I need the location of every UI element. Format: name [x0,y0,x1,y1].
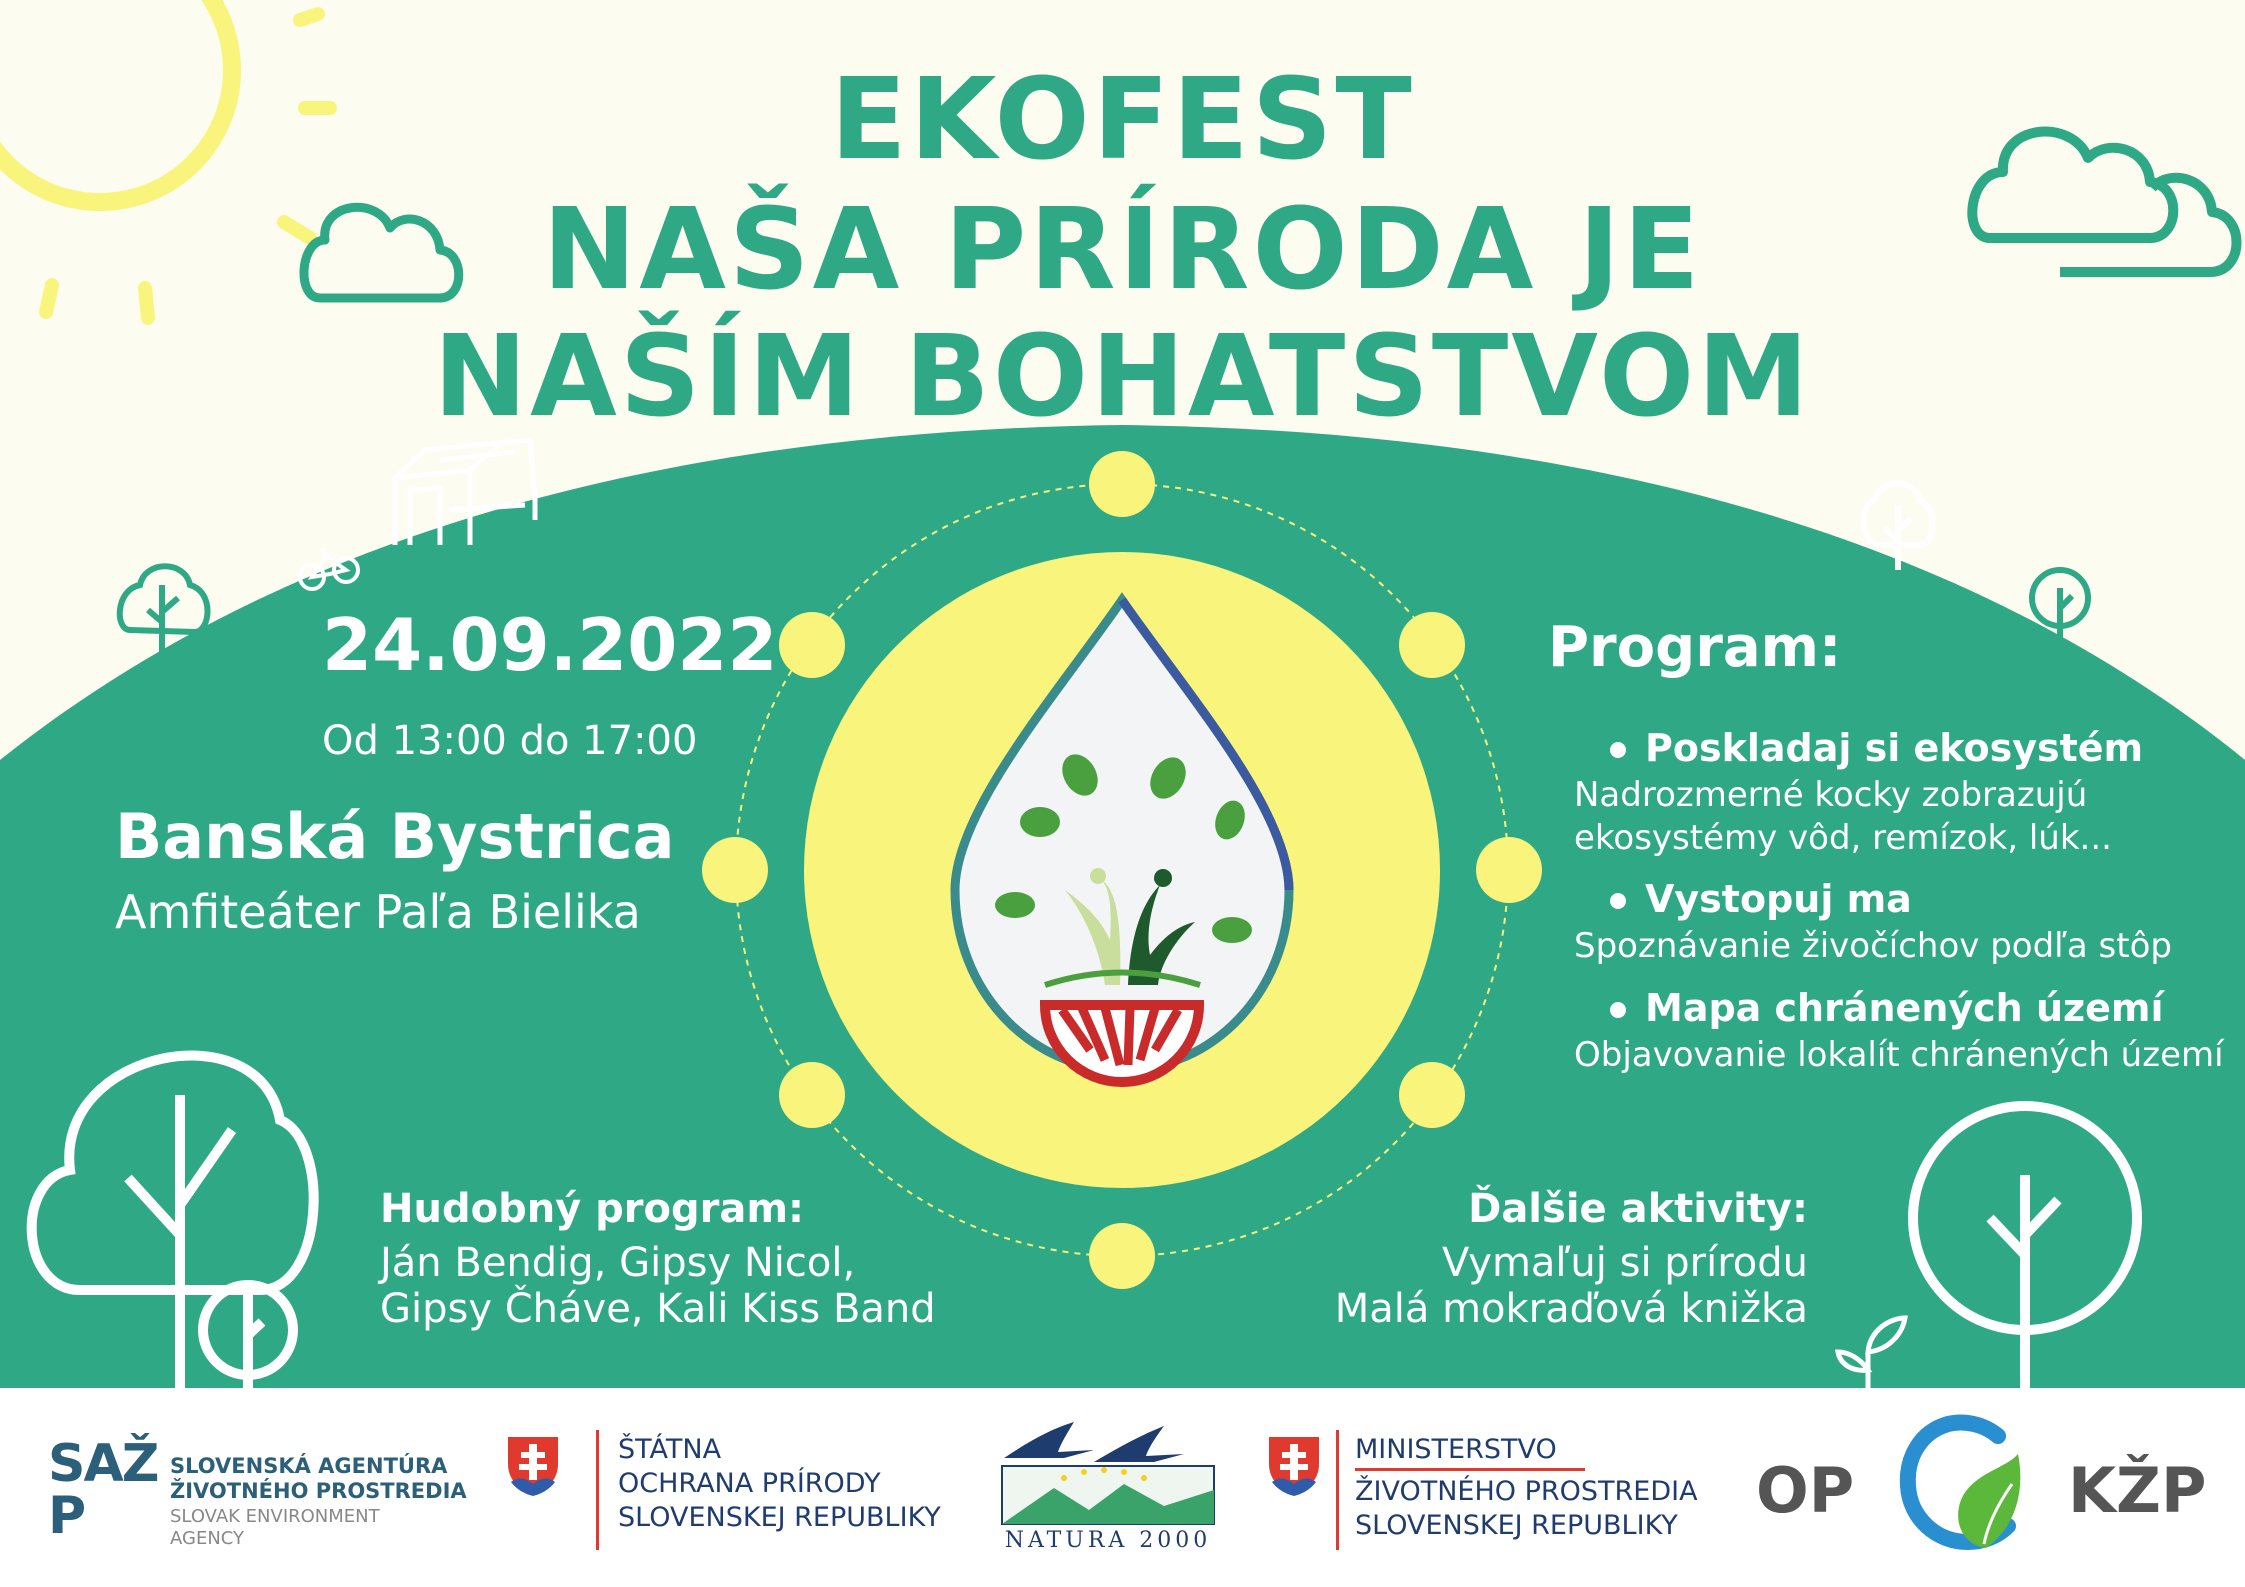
title-line-2: NAŠA PRÍRODA JE [542,185,1703,315]
ministry-name-line: SLOVENSKEJ REPUBLIKY [1355,1510,1678,1541]
footer-logos [0,1388,2245,1587]
activities-line-1: Vymaľuj si prírodu [1441,1240,1808,1286]
program-item-desc: Nadrozmerné kocky zobrazujú [1574,775,2088,815]
ministry-name-line: ŽIVOTNÉHO PROSTREDIA [1355,1476,1698,1507]
sazp-name-line: SLOVAK ENVIRONMENT [170,1506,380,1527]
activities-heading: Ďalšie aktivity: [1468,1186,1808,1232]
sazp-logo: SAŽP [48,1434,158,1546]
sop-name-line: SLOVENSKEJ REPUBLIKY [618,1502,941,1533]
event-city: Banská Bystrica [115,800,675,873]
music-line-1: Ján Bendig, Gipsy Nicol, [380,1240,856,1286]
event-time: Od 13:00 do 17:00 [322,718,698,764]
sop-name-line: OCHRANA PRÍRODY [618,1468,881,1499]
slovak-coat-of-arms-icon [505,1434,561,1498]
sazp-name-line: ŽIVOTNÉHO PROSTREDIA [170,1479,467,1503]
divider [1336,1430,1339,1550]
title-line-1: EKOFEST [830,55,1415,185]
natura-label: NATURA 2000 [1004,1528,1212,1553]
program-item-desc: Spoznávanie živočíchov podľa stôp [1574,926,2172,966]
activities-line-2: Malá mokraďová knižka [1334,1286,1808,1332]
event-venue: Amfiteáter Paľa Bielika [115,885,641,939]
music-line-2: Gipsy Čháve, Kali Kiss Band [380,1286,936,1332]
sazp-name-line: SLOVENSKÁ AGENTÚRA [170,1454,448,1478]
program-item-desc: ekosystémy vôd, remízok, lúk... [1574,818,2112,858]
program-item-title: Poskladaj si ekosystém [1645,726,2144,770]
event-date: 24.09.2022 [322,603,778,687]
op-kzp-logo-icon [1898,1414,2030,1562]
slovak-coat-of-arms-icon [1266,1434,1322,1498]
program-heading: Program: [1548,615,1842,680]
title-line-3: NAŠÍM BOHATSTVOM [433,312,1812,442]
ministry-name-line: MINISTERSTVO [1355,1434,1557,1465]
music-heading: Hudobný program: [380,1186,805,1232]
sop-name-line: ŠTÁTNA [618,1434,722,1465]
divider [596,1430,599,1550]
program-item-title: Vystopuj ma [1645,877,1912,921]
sazp-name-line: AGENCY [170,1528,245,1549]
program-item-desc: Objavovanie lokalít chránených území [1574,1035,2224,1075]
ministry-underline [1355,1468,1585,1471]
program-item-title: Mapa chránených území [1645,986,2164,1030]
op-kzp-right: KŽP [2068,1454,2207,1527]
op-kzp-left: OP [1756,1454,1855,1527]
